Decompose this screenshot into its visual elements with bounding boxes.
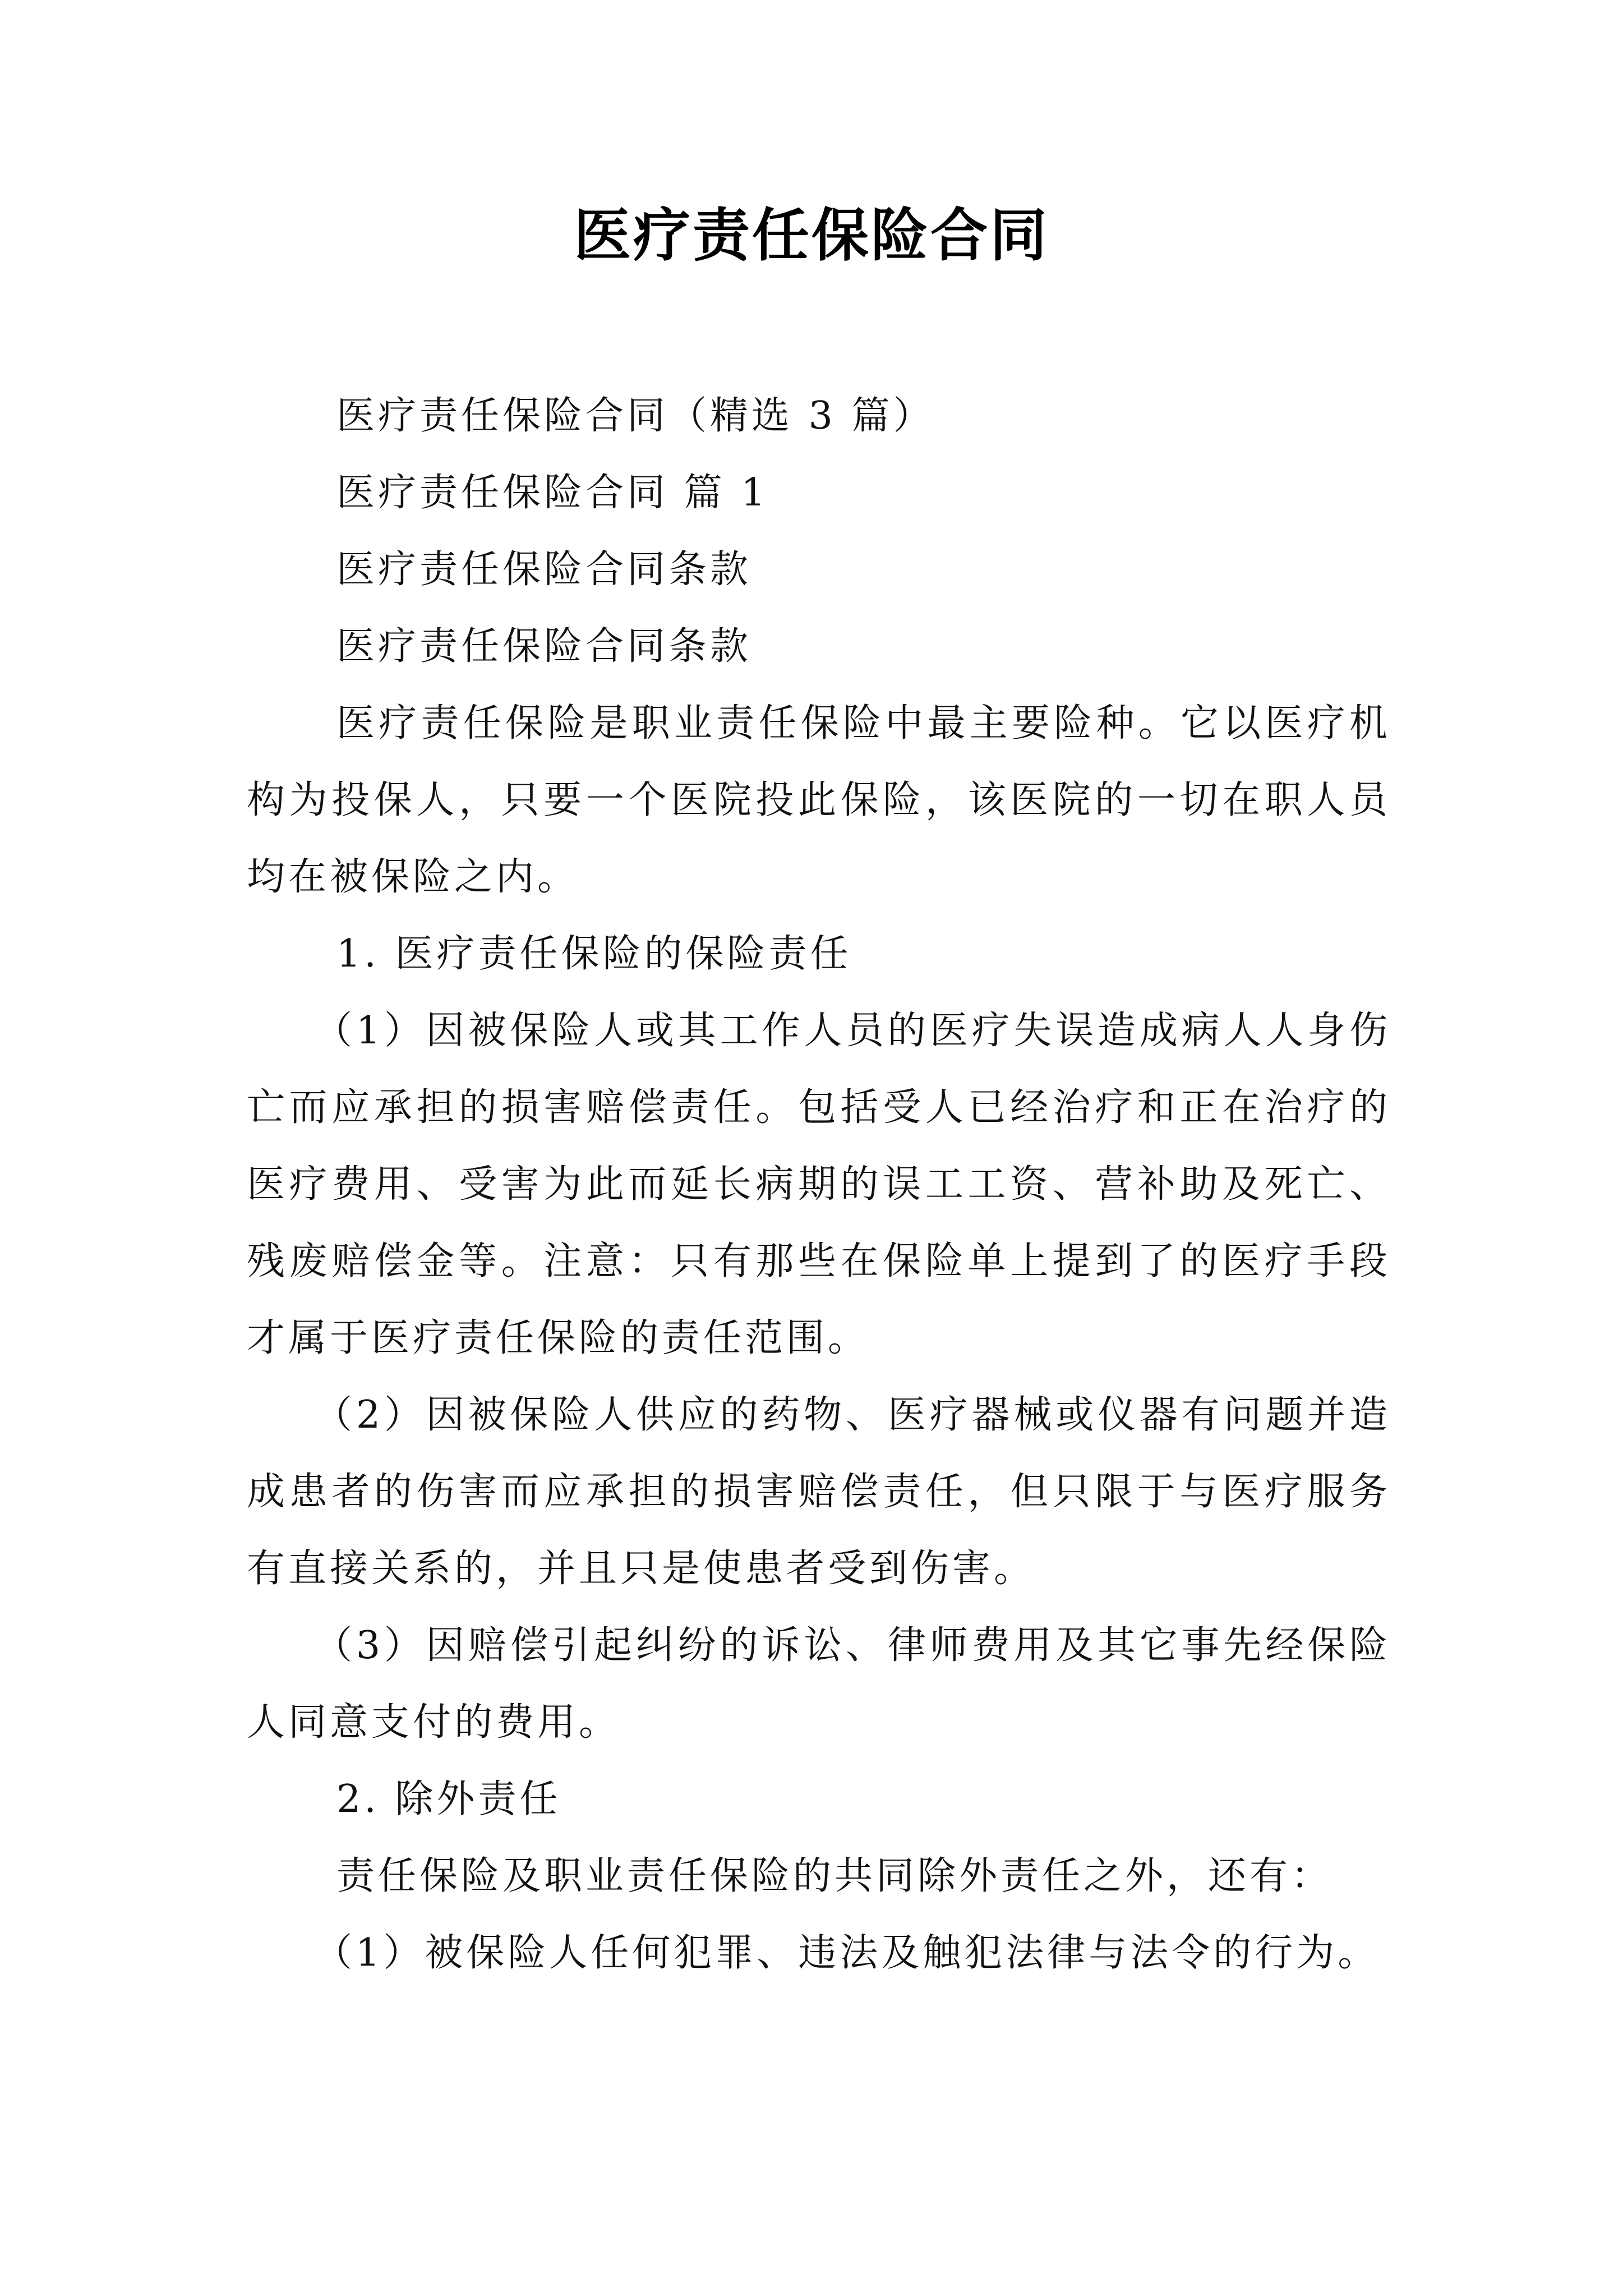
heading-insurance-liability: 1. 医疗责任保险的保险责任 bbox=[336, 932, 852, 976]
liability-item-2: （2）因被保险人供应的药物、医疗器械或仪器有问题并造成患者的伤害而应承担的损害赔偿责任，但只限于与医疗服务有直接关系的，并且只是使患者受到伤害。 bbox=[247, 1393, 1391, 1591]
heading-terms: 医疗责任保险合同条款 bbox=[336, 547, 752, 592]
heading-terms-repeat: 医疗责任保险合同条款 bbox=[336, 624, 752, 669]
liability-item-3: （3）因赔偿引起纠纷的诉讼、律师费用及其它事先经保险人同意支付的费用。 bbox=[247, 1623, 1391, 1745]
document-title: 医疗责任保险合同 bbox=[574, 202, 1049, 269]
intro-paragraph: 医疗责任保险是职业责任保险中最主要险种。它以医疗机构为投保人，只要一个医院投此保险，该医院的一切在职人员均在被保险之内。 bbox=[247, 701, 1391, 899]
section-heading-part-1: 医疗责任保险合同 篇 1 bbox=[336, 471, 769, 515]
heading-exclusions: 2. 除外责任 bbox=[336, 1777, 561, 1821]
document-body bbox=[247, 378, 1391, 1991]
subtitle-paragraph: 医疗责任保险合同（精选 3 篇） bbox=[336, 394, 935, 438]
exclusion-item-1: （1）被保险人任何犯罪、违法及触犯法律与法令的行为。 bbox=[314, 1931, 1380, 1975]
liability-item-1: （1）因被保险人或其工作人员的医疗失误造成病人人身伤亡而应承担的损害赔偿责任。包括受人已经治疗和正在治疗的医疗费用、受害为此而延长病期的误工工资、营补助及死亡、残废赔偿金等。注意：只有那些在保险单上提到了的医疗手段才属于医疗责任保险的责任范围。 bbox=[247, 1009, 1391, 1360]
exclusions-intro: 责任保险及职业责任保险的共同除外责任之外，还有： bbox=[336, 1854, 1333, 1898]
